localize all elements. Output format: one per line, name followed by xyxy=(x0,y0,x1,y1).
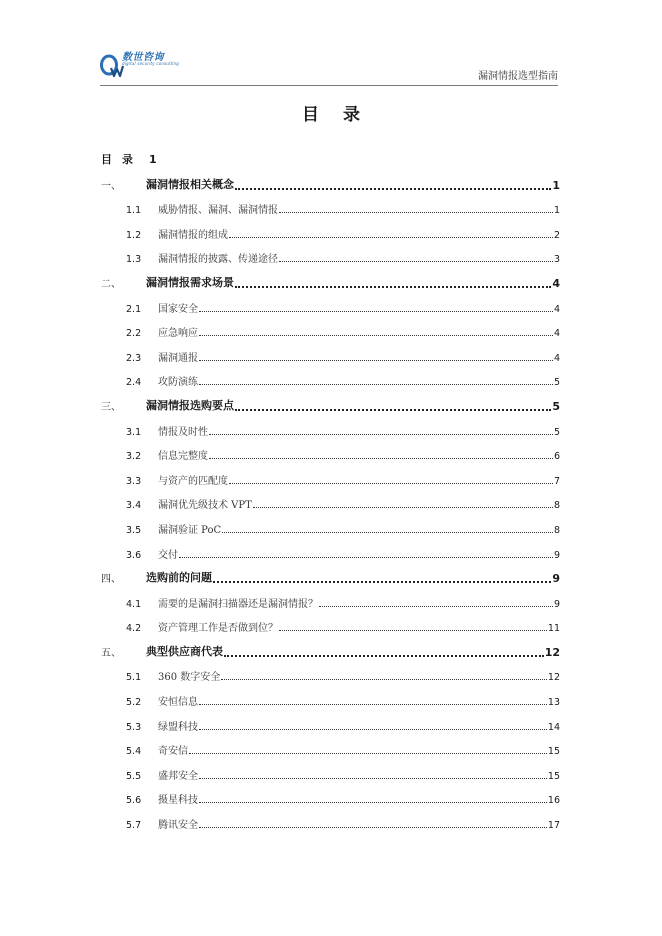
toc-dot-leader xyxy=(253,507,553,508)
toc-dot-leader xyxy=(199,311,553,312)
toc-dot-leader xyxy=(213,581,551,583)
toc-entry-title: 腾讯安全 xyxy=(158,820,198,832)
page-title: 目录 xyxy=(302,105,384,125)
logo-text: 数世咨询 xyxy=(122,52,164,63)
toc-entry-number: 2.4 xyxy=(126,377,142,389)
toc-entry-number: 5.2 xyxy=(126,697,142,709)
toc-dot-leader xyxy=(199,360,553,361)
toc-dot-leader xyxy=(235,286,551,288)
toc-section-entry[interactable] xyxy=(101,787,560,812)
toc-entry-number: 2.1 xyxy=(126,303,142,315)
toc-section-entry[interactable] xyxy=(101,369,560,394)
toc-entry-title: 资产管理工作是否做到位？ xyxy=(158,623,278,635)
toc-section-entry[interactable] xyxy=(101,688,560,713)
logo-mark-icon xyxy=(100,52,124,78)
toc-dot-leader xyxy=(199,827,547,828)
toc-entry-number: 三、 xyxy=(101,401,121,413)
toc-entry-number: 2.2 xyxy=(126,328,142,340)
toc-section-entry[interactable] xyxy=(101,541,560,566)
toc-entry-number: 5.6 xyxy=(126,795,142,807)
toc-entry-page: 4 xyxy=(553,328,560,340)
toc-entry-page: 9 xyxy=(553,549,560,561)
logo-subtext: digital security consulting xyxy=(122,61,180,66)
toc-entry-page: 9 xyxy=(553,598,560,610)
toc-entry-number: 一、 xyxy=(101,180,121,192)
toc-dot-leader xyxy=(279,212,553,213)
toc-entry-number: 2.3 xyxy=(126,352,142,364)
toc-entry-page: 8 xyxy=(553,500,560,512)
toc-chapter-entry[interactable] xyxy=(101,393,560,418)
toc-chapter-entry[interactable] xyxy=(101,566,560,591)
toc-section-entry[interactable] xyxy=(101,516,560,541)
toc-entry-title: 漏洞通报 xyxy=(158,352,198,364)
toc-entry-title: 威胁情报、漏洞、漏洞情报 xyxy=(158,205,278,217)
toc-heading-label: 目录 xyxy=(101,153,143,166)
toc-chapter-entry[interactable] xyxy=(101,270,560,295)
toc-entry-page: 5 xyxy=(552,399,560,413)
toc-entry-number: 3.5 xyxy=(126,524,142,536)
toc-entry-page: 1 xyxy=(552,178,560,192)
toc-dot-leader xyxy=(221,679,547,680)
toc-entry-number: 5.7 xyxy=(126,820,142,832)
toc-dot-leader xyxy=(209,434,553,435)
toc-section-entry[interactable] xyxy=(101,467,560,492)
toc-section-entry[interactable] xyxy=(101,221,560,246)
toc-entry-page: 12 xyxy=(547,672,560,684)
toc-section-entry[interactable] xyxy=(101,713,560,738)
toc-entry-title: 安恒信息 xyxy=(158,697,198,709)
toc-heading xyxy=(101,151,157,167)
toc-entry-number: 5.4 xyxy=(126,746,142,758)
toc-entry-page: 8 xyxy=(553,524,560,536)
toc-section-entry[interactable] xyxy=(101,295,560,320)
toc-dot-leader xyxy=(224,655,544,657)
toc-section-entry[interactable] xyxy=(101,443,560,468)
toc-entry-number: 3.3 xyxy=(126,475,142,487)
toc-entry-page: 7 xyxy=(553,475,560,487)
toc-dot-leader xyxy=(229,483,553,484)
toc-entry-title: 需要的是漏洞扫描器还是漏洞情报？ xyxy=(158,598,318,610)
toc-entry-number: 3.1 xyxy=(126,426,142,438)
toc-dot-leader xyxy=(199,778,547,779)
toc-entry-title: 盛邦安全 xyxy=(158,770,198,782)
toc-entry-page: 1 xyxy=(553,205,560,217)
toc-chapter-entry[interactable] xyxy=(101,639,560,664)
toc-entry-page: 15 xyxy=(547,770,560,782)
toc-entry-title: 漏洞验证 PoC xyxy=(158,524,222,536)
toc-entry-number: 1.3 xyxy=(126,254,142,266)
toc-dot-leader xyxy=(279,630,547,631)
toc-section-entry[interactable] xyxy=(101,246,560,271)
toc-entry-page: 4 xyxy=(552,276,560,290)
toc-entry-number: 4.2 xyxy=(126,623,142,635)
toc-entry-number: 5.3 xyxy=(126,721,142,733)
toc-entry-number: 二、 xyxy=(101,278,121,290)
toc-section-entry[interactable] xyxy=(101,418,560,443)
toc-dot-leader xyxy=(229,237,553,238)
toc-entry-number: 五、 xyxy=(101,647,121,659)
toc-entry-page: 17 xyxy=(547,820,560,832)
toc-entry-page: 9 xyxy=(552,572,560,586)
toc-entry-page: 6 xyxy=(553,451,560,463)
toc-dot-leader xyxy=(199,802,547,803)
toc-entry-number: 3.6 xyxy=(126,549,142,561)
toc-entry-title: 漏洞情报相关概念 xyxy=(146,177,234,191)
toc-entry-number: 3.2 xyxy=(126,451,142,463)
toc-dot-leader xyxy=(235,188,551,190)
toc-entry-title: 摄星科技 xyxy=(158,795,198,807)
toc-dot-leader xyxy=(209,458,553,459)
toc-dot-leader xyxy=(319,606,553,607)
toc-entry-page: 2 xyxy=(553,229,560,241)
toc-entry-title: 情报及时性 xyxy=(158,426,208,438)
toc-dot-leader xyxy=(179,557,553,558)
toc-entry-title: 交付 xyxy=(158,549,178,561)
company-logo xyxy=(100,46,180,80)
toc-entry-page: 15 xyxy=(547,746,560,758)
toc-entry-page: 12 xyxy=(544,645,560,659)
toc-section-entry[interactable] xyxy=(101,197,560,222)
toc-entry-title: 选购前的问题 xyxy=(146,571,212,585)
toc-dot-leader xyxy=(199,335,553,336)
toc-dot-leader xyxy=(279,261,553,262)
toc-entry-page: 11 xyxy=(547,623,560,635)
toc-entry-number: 3.4 xyxy=(126,500,142,512)
toc-dot-leader xyxy=(199,704,547,705)
toc-entry-number: 4.1 xyxy=(126,598,142,610)
toc-entry-title: 攻防演练 xyxy=(158,377,198,389)
toc-section-entry[interactable] xyxy=(101,344,560,369)
toc-section-entry[interactable] xyxy=(101,664,560,689)
toc-entry-title: 应急响应 xyxy=(158,328,198,340)
toc-entry-title: 绿盟科技 xyxy=(158,721,198,733)
toc-entry-number: 四、 xyxy=(101,574,121,586)
toc-entry-title: 360 数字安全 xyxy=(158,672,221,684)
toc-entry-title: 漏洞情报的组成 xyxy=(158,229,228,241)
toc-entry-title: 漏洞情报选购要点 xyxy=(146,398,234,412)
toc-entry-number: 5.5 xyxy=(126,770,142,782)
toc-entry-page: 4 xyxy=(553,352,560,364)
toc-section-entry[interactable] xyxy=(101,615,560,640)
toc-entry-number: 1.2 xyxy=(126,229,142,241)
toc-entry-number: 1.1 xyxy=(126,205,142,217)
toc-entry-page: 5 xyxy=(553,426,560,438)
toc-entry-title: 漏洞优先级技术 VPT xyxy=(158,500,252,512)
toc-entry-page: 3 xyxy=(553,254,560,266)
toc-dot-leader xyxy=(235,409,551,411)
toc-dot-leader xyxy=(199,729,547,730)
toc-section-entry[interactable] xyxy=(101,492,560,517)
toc-section-entry[interactable] xyxy=(101,590,560,615)
toc-entry-page: 4 xyxy=(553,303,560,315)
toc-heading-page: 1 xyxy=(149,153,157,166)
header-doc-name: 漏洞情报选型指南 xyxy=(478,71,558,82)
toc-entry-title: 信息完整度 xyxy=(158,451,208,463)
toc-entry-title: 典型供应商代表 xyxy=(146,644,223,658)
toc-dot-leader xyxy=(199,384,553,385)
toc-section-entry[interactable] xyxy=(101,320,560,345)
toc-dot-leader xyxy=(189,753,547,754)
page-header xyxy=(100,44,558,86)
toc-section-entry[interactable] xyxy=(101,738,560,763)
toc-chapter-entry[interactable] xyxy=(101,172,560,197)
toc-entry-title: 奇安信 xyxy=(158,746,188,758)
table-of-contents xyxy=(101,172,560,836)
toc-entry-title: 国家安全 xyxy=(158,303,198,315)
toc-section-entry[interactable] xyxy=(101,811,560,836)
toc-entry-title: 漏洞情报的披露、传递途径 xyxy=(158,254,278,266)
toc-entry-number: 5.1 xyxy=(126,672,142,684)
toc-entry-title: 漏洞情报需求场景 xyxy=(146,275,234,289)
toc-entry-page: 13 xyxy=(547,697,560,709)
toc-entry-page: 14 xyxy=(547,721,560,733)
toc-entry-page: 5 xyxy=(553,377,560,389)
toc-section-entry[interactable] xyxy=(101,762,560,787)
toc-dot-leader xyxy=(222,532,553,533)
toc-entry-page: 16 xyxy=(547,795,560,807)
toc-entry-title: 与资产的匹配度 xyxy=(158,475,228,487)
